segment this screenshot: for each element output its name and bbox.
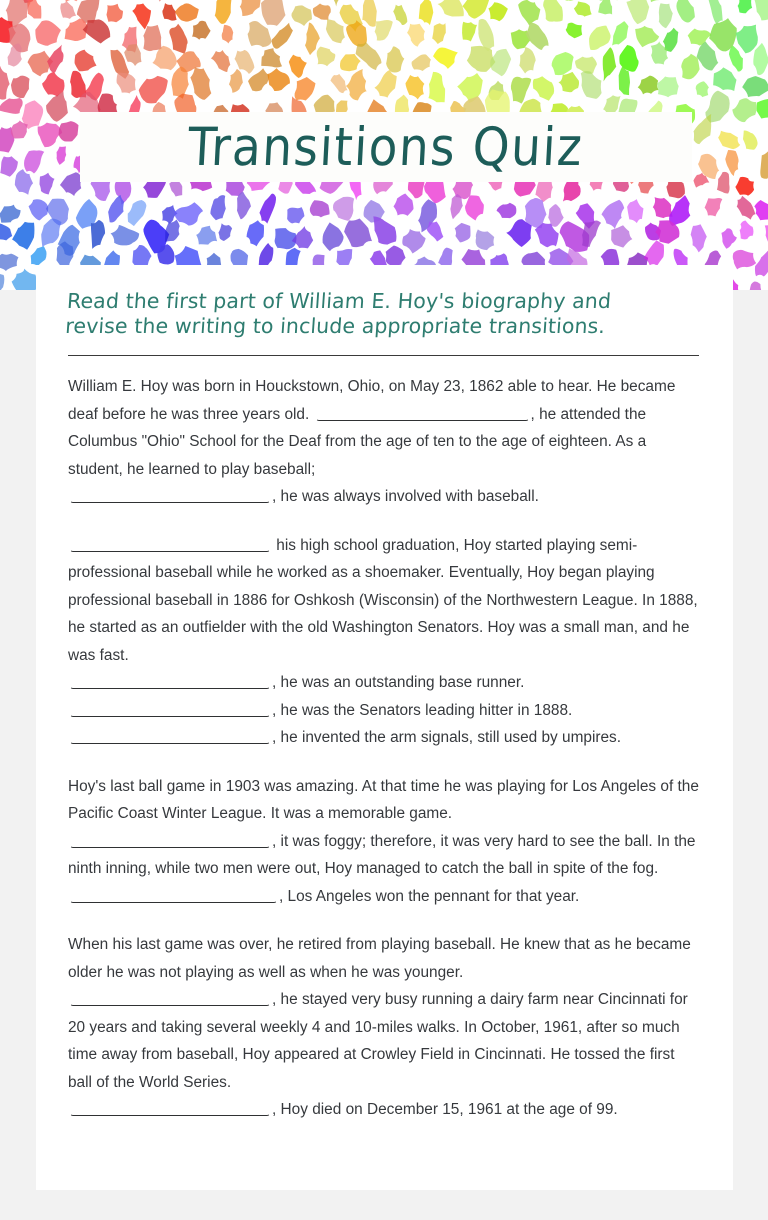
title-band [80, 112, 692, 182]
worksheet-card [36, 265, 733, 1190]
instructions-text: Read the first part of William E. Hoy's biography and revise the writing to include appropriate transitions. [64, 289, 612, 338]
transition-blank[interactable] [70, 724, 270, 744]
passage-text: , he invented the arm signals, still used by umpires. [272, 729, 622, 746]
passage-text: Hoy's last ball game in 1903 was amazing. At that time he was playing for Los Angeles of the Pacific Coast Winter League. It was a memorable game. [68, 777, 699, 822]
paragraph-4 [68, 931, 699, 1124]
paragraph-1 [68, 373, 699, 511]
transition-blank[interactable] [70, 669, 270, 689]
passage-text: , he was the Senators leading hitter in 1888. [272, 701, 573, 719]
passage-text: When his last game was over, he retired from playing baseball. He knew that as he became older he was not playing as well as when he was younger. [68, 936, 691, 981]
passage-container [68, 373, 699, 1124]
section-divider [68, 355, 699, 356]
worksheet-body [36, 265, 733, 1124]
transition-blank[interactable] [70, 883, 277, 903]
passage-text: William E. Hoy was born in Houckstown, Ohio, on May 23, 1862 able to hear. He became deaf before he was three years old. [68, 378, 676, 423]
passage-text: , he stayed very busy running a dairy farm near Cincinnati for 20 years and taking several weekly 4 and 10-miles walks. In October, 1961, after so much time away from baseball, Hoy appeared at Crowley Field in Cincinnati. He tossed the first ball of the World Series. [68, 991, 688, 1091]
passage-text: , Hoy died on December 15, 1961 at the age of 99. [272, 1101, 618, 1118]
paragraph-3 [68, 773, 699, 911]
transition-blank[interactable] [70, 697, 270, 717]
header-banner [0, 0, 768, 290]
transition-blank[interactable] [70, 532, 270, 552]
passage-text: his high school graduation, Hoy started playing semi-professional baseball while he worked as a shoemaker. Eventually, Hoy began playing professional baseball in 1886 for Oshkosh (Wisconsin) of the Northwestern League. In 1888, he started as an outfielder with the old Washington Senators. Hoy was a small man, and he was fast. [68, 536, 698, 664]
page-title: Transitions Quiz [186, 116, 586, 178]
transition-blank[interactable] [70, 986, 270, 1006]
transition-blank[interactable] [316, 401, 529, 421]
transition-blank[interactable] [70, 828, 270, 848]
transition-blank[interactable] [70, 1096, 270, 1116]
passage-text: , he was always involved with baseball. [272, 488, 539, 505]
paragraph-2 [68, 532, 699, 752]
passage-text: , he was an outstanding base runner. [272, 674, 525, 691]
passage-text: , it was foggy; therefore, it was very hard to see the ball. In the ninth inning, while two men were out, Hoy managed to catch the ball in spite of the fog. [68, 832, 696, 877]
passage-text: , Los Angeles won the pennant for that year. [279, 887, 580, 905]
passage-text: , he attended the Columbus "Ohio" School for the Deaf from the age of ten to the age of eighteen. As a student, he learned to play baseball; [68, 405, 647, 478]
transition-blank[interactable] [70, 483, 270, 503]
